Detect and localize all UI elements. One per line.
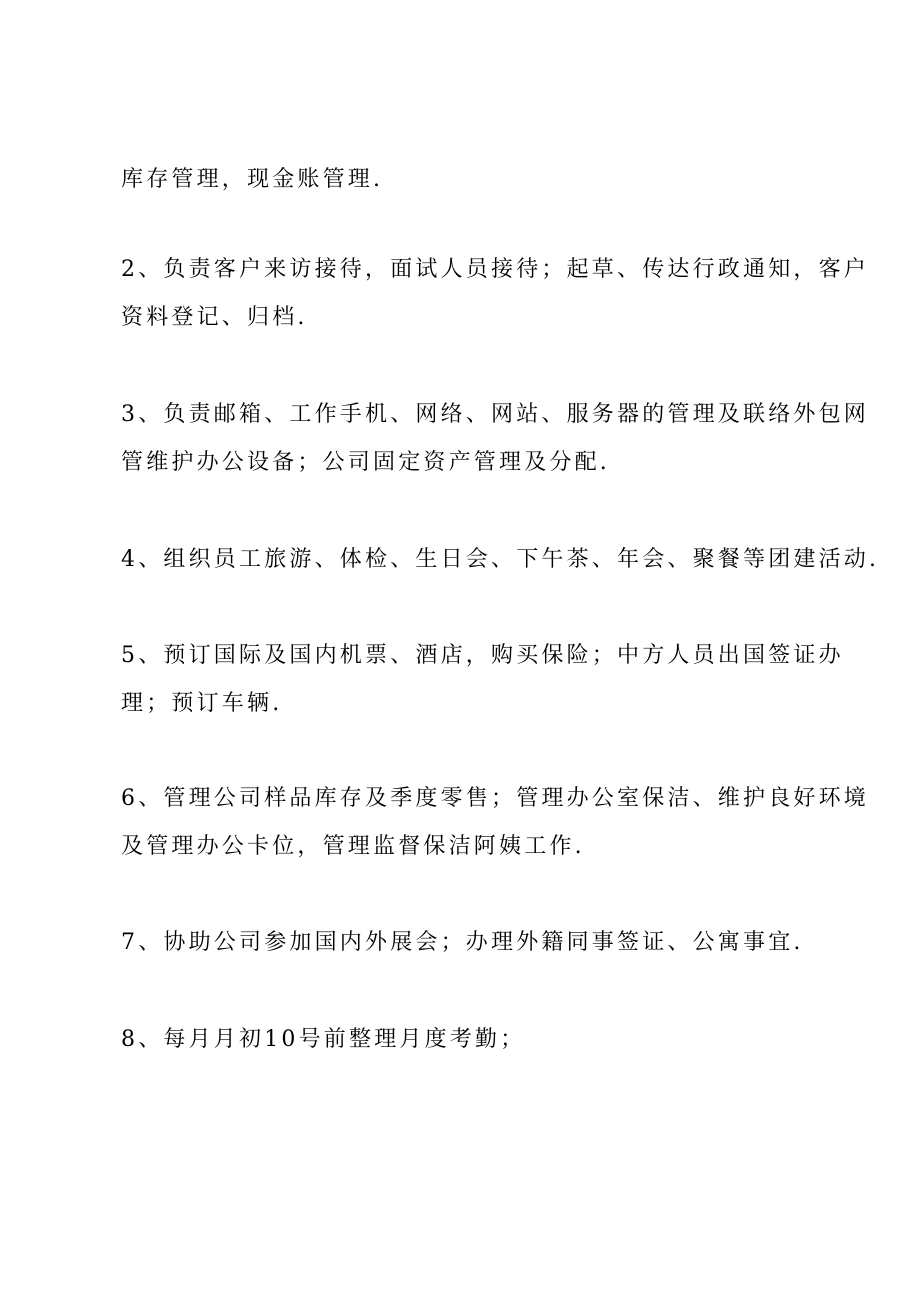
paragraph-line: 4、组织员工旅游、体检、生日会、下午茶、年会、聚餐等团建活动. xyxy=(121,547,880,572)
paragraph-line: 3、负责邮箱、工作手机、网络、网站、服务器的管理及联络外包网 xyxy=(121,402,869,427)
paragraph-line: 7、协助公司参加国内外展会；办理外籍同事签证、公寓事宜. xyxy=(121,930,804,955)
paragraph-line: 及管理办公卡位，管理监督保洁阿姨工作. xyxy=(121,834,585,859)
paragraph-item-3 xyxy=(121,402,869,476)
paragraph-line: 资料登记、归档. xyxy=(121,305,308,330)
paragraph-inventory-cash xyxy=(121,167,821,193)
paragraph-item-4 xyxy=(121,547,880,573)
paragraph-line: 5、预订国际及国内机票、酒店，购买保险；中方人员出国签证办 xyxy=(121,643,844,668)
paragraph-item-8 xyxy=(121,1027,821,1053)
paragraph-line: 理；预订车辆. xyxy=(121,691,283,716)
paragraph-item-2 xyxy=(121,257,869,331)
paragraph-item-6 xyxy=(121,786,869,860)
paragraph-line: 库存管理，现金账管理. xyxy=(121,167,384,192)
paragraph-line: 6、管理公司样品库存及季度零售；管理办公室保洁、维护良好环境 xyxy=(121,786,869,811)
paragraph-line: 2、负责客户来访接待，面试人员接待；起草、传达行政通知，客户 xyxy=(121,257,869,282)
paragraph-line: 管维护办公设备；公司固定资产管理及分配. xyxy=(121,450,610,475)
paragraph-item-5 xyxy=(121,643,844,717)
paragraph-line: 8、每月月初10号前整理月度考勤； xyxy=(121,1027,526,1052)
paragraph-item-7 xyxy=(121,930,821,956)
